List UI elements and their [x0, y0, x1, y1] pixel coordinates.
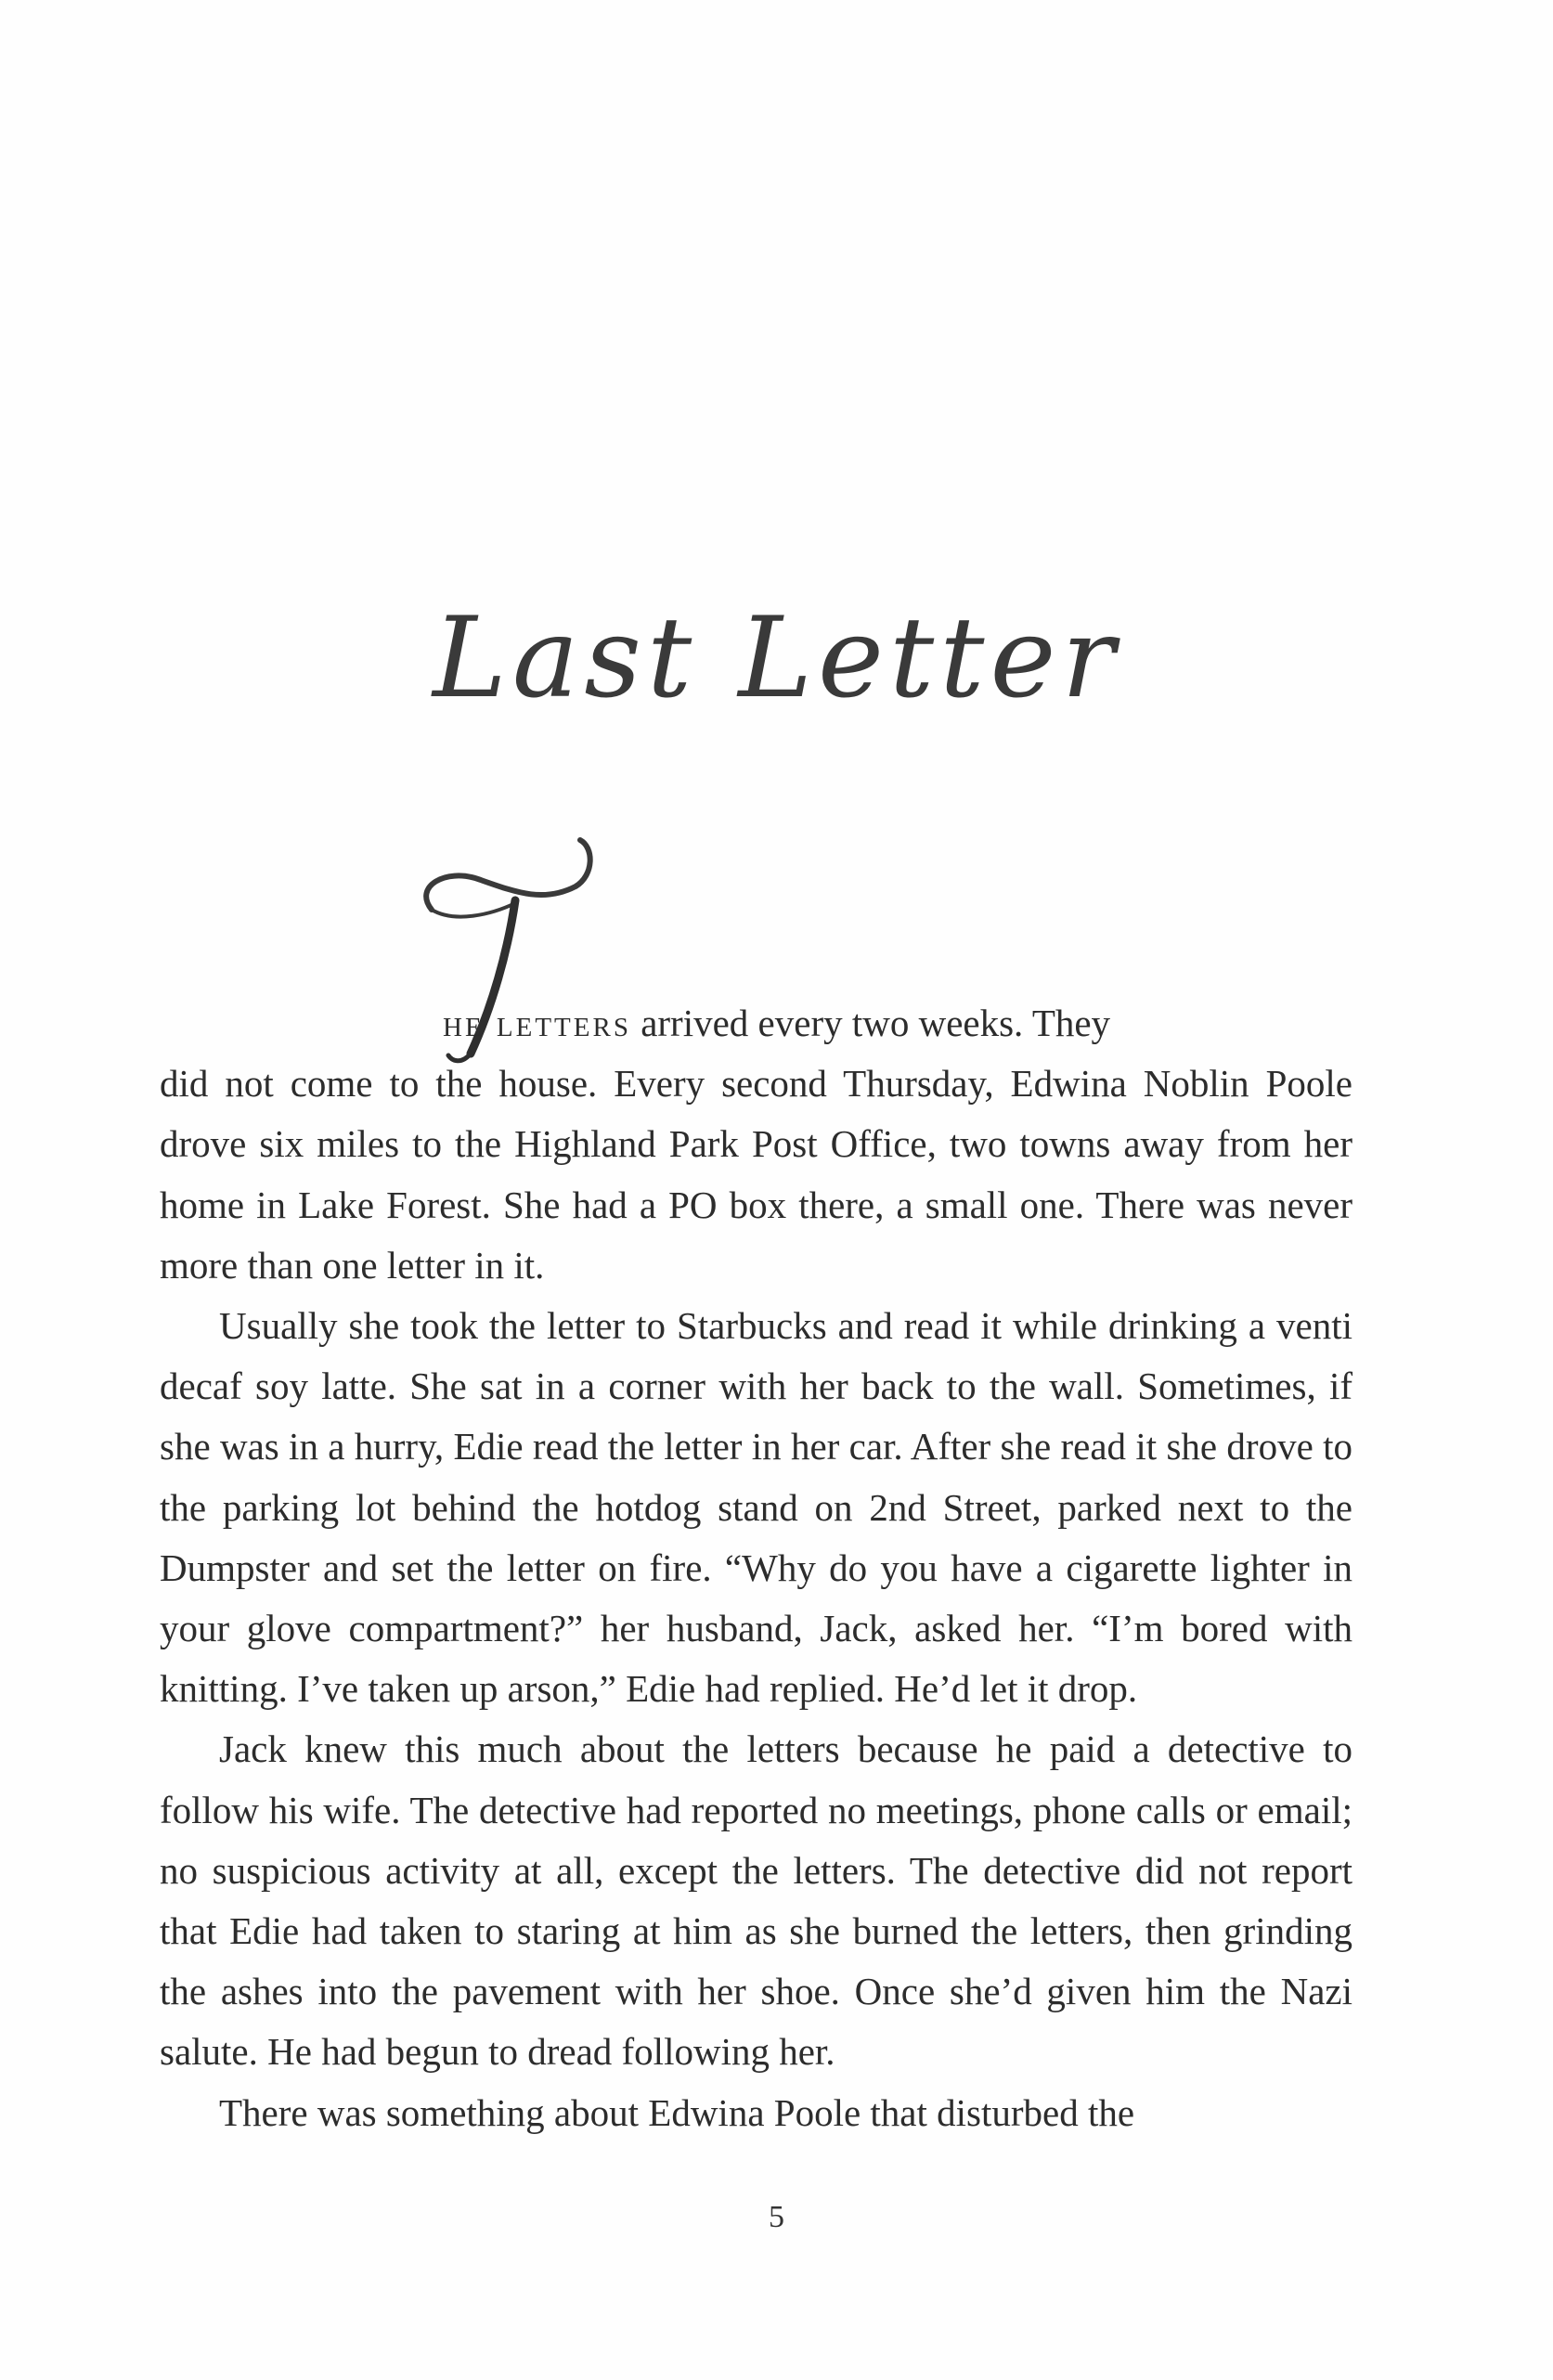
body-text: [160, 993, 1352, 2143]
opening-line-text: arrived every two weeks. They: [630, 1002, 1111, 1044]
chapter-title: Last Letter: [433, 594, 1120, 723]
paragraph-2: Usually she took the letter to Starbucks and read it while drinking a venti decaf soy latte. She sat in a corner with her back to the wall. Sometimes, if she was in a hurry, Edie read the letter in her car. After she read it she drove to the parking lot behind the hotdog stand on 2nd Street, parked next to the Dumpster and set the letter on fire. “Why do you have a cigarette lighter in your glove compartment?” her husband, Jack, asked her. “I’m bored with knitting. I’ve taken up arson,” Edie had replied. He’d let it drop.: [160, 1304, 1352, 1711]
page-number: 5: [769, 2200, 784, 2234]
paragraph-3: Jack knew this much about the letters because he paid a detective to follow his wife. The detective had reported no meetings, phone calls or email; no suspicious activity at all, except the letters. The detective did not report that Edie had taken to staring at him as she burned the letters, then grinding the ashes into the pavement with her shoe. Once she’d given him the Nazi salute. He had begun to dread following her.: [160, 1727, 1352, 2074]
paragraph-1: [160, 993, 1352, 1296]
dropcap-continuation: he letters: [443, 1002, 631, 1044]
opening-line: [160, 993, 1352, 1054]
paragraph-1-text: did not come to the house. Every second Thursday, Edwina Noblin Poole drove six miles to the Highland Park Post Office, two towns away from her home in Lake Forest. She had a PO box there, a small one. There was never more than one letter in it.: [160, 1062, 1352, 1287]
paragraph-4: There was something about Edwina Poole that disturbed the: [219, 2090, 1135, 2134]
